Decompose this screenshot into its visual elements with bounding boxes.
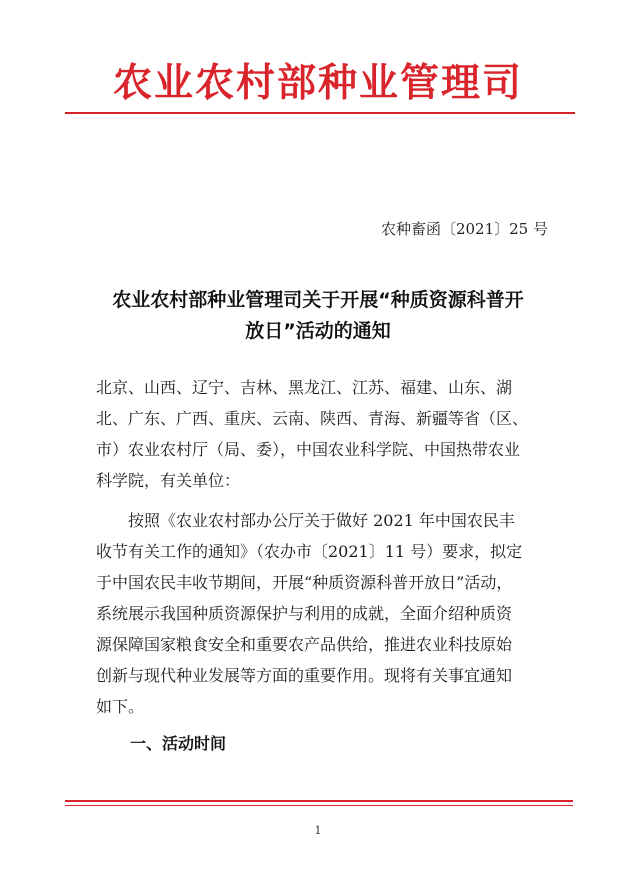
paragraph-line: 按照《农业农村部办公厅关于做好 2021 年中国农民丰	[96, 511, 515, 530]
footer-red-rule	[65, 800, 573, 802]
paragraph-line: 于中国农民丰收节期间，开展“种质资源科普开放日”活动，	[96, 573, 513, 592]
addressees	[96, 372, 554, 496]
paragraph-line: 系统展示我国种质资源保护与利用的成就，全面介绍种质资	[96, 604, 513, 623]
header-red-rule	[65, 112, 575, 114]
paragraph-line: 创新与现代种业发展等方面的重要作用。现将有关事宜通知	[96, 666, 513, 685]
addressee-line: 科学院，有关单位：	[96, 471, 241, 490]
paragraph-line: 源保障国家粮食安全和重要农产品供给，推进农业科技原始	[96, 635, 513, 654]
paragraph-line: 收节有关工作的通知》（农办市〔2021〕11 号）要求，拟定	[96, 542, 523, 561]
addressee-line: 北京、山西、辽宁、吉林、黑龙江、江苏、福建、山东、湖	[96, 378, 513, 397]
body-paragraph	[96, 505, 554, 722]
section-heading: 一、活动时间	[130, 734, 227, 753]
document-title	[60, 283, 576, 345]
agency-header-title: 农业农村部种业管理司	[112, 60, 523, 106]
document-title-line: 农业农村部种业管理司关于开展“种质资源科普开	[112, 289, 524, 311]
page-number: 1	[314, 824, 322, 837]
addressee-line: 北、广东、广西、重庆、云南、陕西、青海、新疆等省（区、	[96, 409, 529, 428]
paragraph-line: 如下。	[96, 697, 145, 716]
addressee-line: 市）农业农村厅（局、委），中国农业科学院、中国热带农业	[96, 440, 521, 459]
document-title-line: 放日”活动的通知	[245, 320, 391, 342]
footer-red-rule-thin	[65, 805, 573, 806]
document-number: 农种畜函〔2021〕25 号	[380, 220, 548, 238]
